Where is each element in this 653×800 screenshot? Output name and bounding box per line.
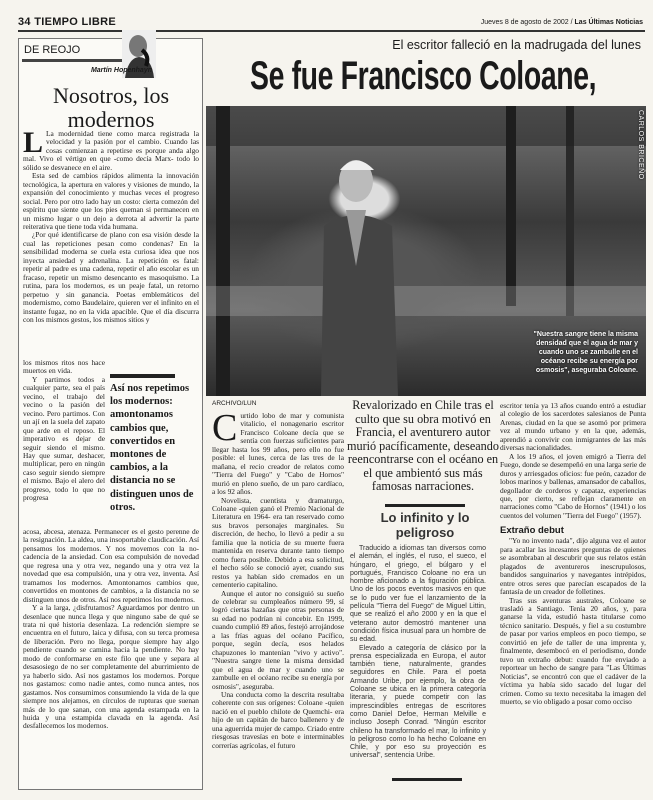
column-body-narrow [23, 359, 105, 503]
article-photo [206, 106, 646, 396]
column-body-top [23, 126, 199, 324]
article-deck: Revalorizado en Chile tras el culto que su obra motivó en Francia, el aventurero autor murió pacíficamente, deseando reencontrarse con el océano en el que ambientó sus más famosas narraciones. [347, 398, 499, 493]
sidebar-title: Lo infinito y lo peligroso [380, 510, 470, 540]
sidebar-end-rule [392, 778, 462, 781]
article-headline: Se fue Francisco Coloane, [250, 54, 597, 98]
paragraph: acosa, abcesa, atenaza. Permanecer es el gesto perenne de la resignación. La aldea, una insoportable claudicación. Así pensamos los modernos. Y nos movemos con la no-cadencia de la ansiedad. Con esa compulsión de novedad que regresa una y otra vez, negando una y otra vez la novedad que esa compulsión, una y otra vez, inventa. Así tramamos los modernos. Amontonamos cambios que, convertidos en montones de cambios, a la distancia no se distinguen unos de otros. Así nos repetimos los modernos. [23, 527, 199, 604]
pullquote: Así nos repetimos los modernos: amontonamos cambios que, convertidos en montones de cambios, a la distancia no se distinguen unos de otros. [110, 383, 194, 513]
newspaper-name: Las Últimas Noticias [574, 19, 643, 26]
article-subhead: Extraño debut [500, 525, 564, 537]
column-label: DE REOJO [24, 44, 81, 56]
column-label-rule [22, 59, 132, 62]
paragraph: Elevado a categoría de clásico por la prensa especializada en Europa, el autor también tiene, naturalmente, grandes seguidores en Chile. Para el poeta Armando Uribe, por ejemplo, la obra de Coloane se ubica en la primera categoría literaria, y puede competir con las imprescindibles entregas de escritores como Daniel Defoe, Herman Melville e incluso Joseph Conrad. "Ningún escritor chileno ha transformado el mar, lo infinito y lo peligroso como lo ha hecho Coloane en Chile, y por eso su proyección es universal", sentencia Uribe. [350, 644, 486, 760]
person-figure-icon [316, 146, 401, 396]
paragraph: A los 19 años, el joven emigró a Tierra del Fuego, donde se desempeñó en una larga serie de duros y arriesgados oficios: fue peón, cazador de lobos marinos y ballenas, amansador de caballos, degollador de corderos y capataz, experiencias que, por cierto, se reflejan claramente en narraciones como "Cabo de Hornos" (1941) o los cuentos del volumen "Tierra del Fuego" (1957). [500, 451, 646, 520]
photo-credit: ARCHIVO/LUN [212, 400, 257, 407]
drop-cap: L [23, 126, 44, 159]
column-title: Nosotros, los modernos [52, 83, 170, 132]
paragraph: Aunque el autor no consiguió su sueño de celebrar su cumpleaños número 99, sí logró ciertas hazañas que otras personas de su edad no podrían ni concebir. En 1999, cuando cumplió 89 años, festejó arrojándose a las frías aguas del océano Pacífico, porque, según decía, esos helados chapuzones lo mantenían "vivo y activo". "Nuestra sangre tiene la misma densidad que el agua de mar y cuando uno se zambulle en el océano recibe su energía por osmosis", aseguraba. [212, 588, 344, 691]
paragraph: Una conducta como la descrita resultaba coherente con sus orígenes: Coloane -quien nació en el pueblo chilote de Quemchi- era hijo de un capitán de barco ballenero y de una aguerrida mujer de campo. Criado entre riesgosas travesías en bote e interminables correrías agrícolas, el futuro [212, 689, 344, 750]
header-rule [18, 30, 645, 32]
article-kicker: El escritor falleció en la madrugada del lunes [392, 38, 641, 52]
paragraph: Y a la larga, ¿disfrutamos? Aguardamos por dentro un desenlace que nunca llega y que ninguno sabe de qué se trata ni qué historia desenlaza. La redención siempre se encuentra en el futuro, laica y difusa, con su terca promesa de liberación. Pero no llega, porque siempre hay algo pendiente cuando se camina hacia la pendiente. No hay modo de conformarse en este filo que une y separa al desasosiego de no ser completamente del aburrimiento de ya haberlo sido. Así nos gastamos los modernos. Porque nos gastamos: como nadie antes, como nunca antes, nos gastamos. Nos consumimos consumiendo la vida de la que siempre nos alejamos, en círculos de rupturas que suenan más de lo que sanan, con una agenda estampada en la huida y una estampida clavada en la agenda. Así desfallecemos los modernos. [23, 603, 199, 731]
article-column-1 [212, 407, 344, 750]
paragraph: La modernidad tiene como marca registrada la velocidad y la pasión por el cambio. Cuando las cosas comienzan a repetirse es porque anda algo mal. Vivo el vértigo en que -como decía Marx- todo lo sólido se desvanece en el aire. [23, 129, 199, 172]
photo-caption: "Nuestra sangre tiene la misma densidad que el agua de mar y cuando uno se zambulle en el océano recibe su energía por osmosis", aseguraba Coloane. [533, 331, 638, 374]
column-body-bottom [23, 528, 199, 731]
paragraph: ¿Por qué identificarse de plano con esa visión desde la cual las repeticiones pesan como condenas? En la sensibilidad moderna se cuela esta curiosa idea que nos inyecta ansiedad y adrenalina. La repetición es fatal: repetir al padre es una cadena, repetir el año escolar es un fracaso, repetir un mismo desencanto es masoquismo. La rutina, para los modernos, es un peaje fatal, un retorno perpetuo y sin ganancia. Poetas emblemáticos del modernismo, como Baudelaire, quieren ver el infinito en el instante fugaz, no en la vida apacible. Que el día discurra con los mismos gestos, los mismos sitios y [23, 230, 199, 324]
paragraph: escritor tenía ya 13 años cuando entró a estudiar al colegio de los sacerdotes salesianos de Punta Arenas, ciudad en la que se asomó por primera vez al mundo urbano y en la que, además, aprendió a convivir con inmigrantes de las más diversas nacionalidades. [500, 401, 646, 453]
issue-date [481, 19, 643, 26]
sidebar-body [350, 545, 486, 761]
article-column-3 [500, 402, 646, 706]
paragraph: "Yo no invento nada", dijo alguna vez el autor para acallar las incesantes preguntas de quienes se asombraban al descubrir que sus relatos están plagados de aventureros inescrupulosos, bandidos sanguinarios y navegantes intrépidos, entre otros seres que parecían escapados de la fantasía de un creador de folletines. [500, 536, 646, 597]
section-title: 34 TIEMPO LIBRE [18, 16, 117, 28]
paragraph: Y partimos todos a cualquier parte, sea el país vecino, el trabajo del vecino o la pasión del vecino. Pero partimos. Con un ají en la suela del zapato que arde en el reposo. El imperativo es dejar de seguir siendo el mismo. Hay que sumar, deshacer, multiplicar, pero en ningún caso seguir siendo siempre el mismo. Bajo el alero del progreso, todo lo que no progresa [23, 374, 105, 503]
paragraph: Traducido a idiomas tan diversos como el alemán, el inglés, el ruso, el sueco, el húngaro, el griego, el búlgaro y el portugués, Francisco Coloane no era un hombre aficionado a la figuración pública. Uno de los pocos eventos masivos en que se lo pudo ver fue el lanzamiento de la película "Tierra del Fuego" de Miguel Littin, que se realizó el año 2000 y en la que el veterano autor demostró mantener una condición física inusual para un hombre de su edad. [350, 545, 486, 644]
drop-cap: C [212, 407, 238, 449]
pullquote-rule [110, 374, 175, 378]
date-text: Jueves 8 de agosto de 2002 / [480, 19, 573, 26]
paragraph: los mismos ritos nos hace muertos en vida. [23, 358, 105, 376]
photo-vertical-credit: CARLOS BRICEÑO [637, 110, 644, 180]
paragraph: urtido lobo de mar y comunista vitalicio, el nonagenario escritor Francisco Coloane decía que se sentía con fuerzas suficientes para llegar hasta los 99 años, pero ello no fue posible: el lunes, cerca de las tres de la mañana, el recio creador de relatos como "Tierra del Fuego" y "Cabo de Hornos" murió en pleno sueño, de un paro cardíaco, a los 92 años. [212, 411, 344, 497]
paragraph: Tras sus aventuras australes, Coloane se trasladó a Santiago. Tenía 20 años, y, para ganarse la vida, estudió hasta titularse como técnico sanitario. Después, y fiel a su costumbre de pasar por varios empleos en poco tiempo, se convirtió en jefe de taller de una imprenta y, finalmente, desembocó en el periodismo, donde tuvo un extraño debut: cuando fue enviado a reportear un hecho de sangre para "Las Últimas Noticias", se encontró con que el cadáver de la víctima ya había sido sacado del lugar del crimen. Como su texto necesitaba la imagen del muerto, se vio obligado a posar como occiso [500, 595, 646, 706]
sidebar-rule [385, 504, 465, 507]
paragraph: Esta sed de cambios rápidos alimenta la innovación tecnológica, la apertura en valores y visiones de mundo, la expansión del conocimiento y muchas veces el progreso social. Pero por otro lado hay un costo: cierta comezón del espíritu que siente que los pies queman si permanecen en un mismo lugar o un dejo a derrota al advertir la parte reiterativa que tiene toda vida humana. [23, 171, 199, 231]
paragraph: Novelista, cuentista y dramaturgo, Coloane -quien ganó el Premio Nacional de Literatura en 1964- era tan reservado como sus bravos personajes marginales. Su discreción, de hecho, lo llevó a pedir a su familia que la noticia de su muerte fuera mantenida en reserva durante tanto tiempo como fuera posible. Debido a esa solicitud, el hecho sólo se conoció ayer, cuando sus restos ya habían sido cremados en un cementerio capitalino. [212, 495, 344, 590]
column-author: Martín Hopenhayn [90, 67, 152, 74]
